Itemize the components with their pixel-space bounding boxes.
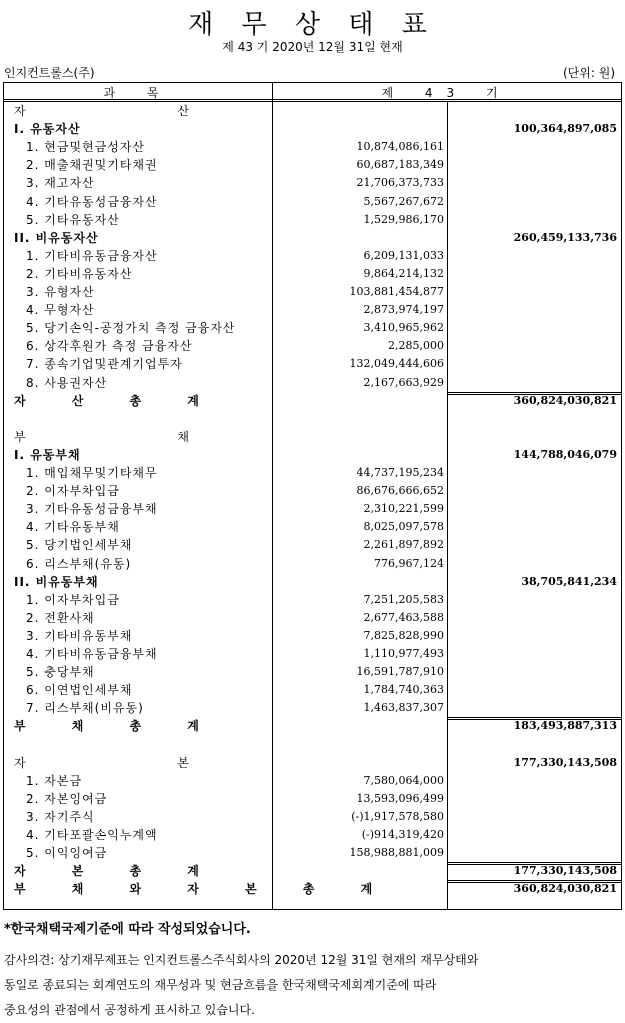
total-rule: [447, 862, 621, 863]
table-row: [4, 736, 621, 754]
table-row: [4, 138, 621, 156]
account-name: 6. 상각후원가 측정 금융자산: [26, 339, 193, 354]
account-name: 부 채: [14, 429, 203, 444]
account-name: 4. 기타유동부채: [26, 520, 120, 535]
table-row: [4, 681, 621, 699]
account-name: 5. 당기손익-공정가치 측정 금융자산: [26, 321, 236, 336]
account-name: 7. 리스부채(비유동): [26, 701, 144, 716]
total-rule: [447, 717, 621, 718]
table-row: [4, 193, 621, 211]
account-name: 5. 당기법인세부채: [26, 538, 133, 553]
account-name: 2. 이자부차입금: [26, 484, 120, 499]
period-column-header: 제 43 기: [381, 86, 512, 100]
line-amount: 21,706,373,733: [356, 176, 444, 190]
total-rule: [447, 394, 621, 395]
line-amount: 1,110,977,493: [363, 647, 444, 660]
account-name: I. 유동자산: [14, 122, 81, 137]
table-row: [4, 464, 621, 482]
account-name: 4. 기타비유동금융부채: [26, 647, 158, 661]
table-row: [4, 591, 621, 609]
table-row: [4, 229, 621, 247]
line-amount: 1,463,837,307: [363, 701, 444, 715]
table-row: [4, 555, 621, 573]
table-row: [4, 156, 621, 174]
line-amount: 1,529,986,170: [363, 212, 444, 226]
subtotal-amount: 360,824,030,821: [513, 393, 617, 407]
line-amount: 16,591,787,910: [356, 665, 444, 679]
table-row: [4, 790, 621, 808]
account-column-header: 과 목: [103, 86, 173, 100]
account-name: 5. 이익잉여금: [26, 846, 108, 861]
line-amount: 6,209,131,033: [363, 248, 444, 262]
account-name: 3. 기타비유동부채: [26, 628, 133, 643]
table-row: [4, 355, 621, 373]
company-name: 인지컨트롤스(주): [4, 66, 95, 80]
account-name: 자 산 총 계: [14, 393, 205, 408]
table-row: [4, 446, 621, 464]
header-divider: [4, 99, 621, 100]
table-row: [4, 500, 621, 518]
subtotal-amount: 100,364,897,085: [513, 122, 617, 136]
account-name: I. 유동부채: [14, 447, 81, 462]
account-name: 4. 기타포괄손익누계액: [26, 828, 158, 842]
line-amount: 2,167,663,929: [363, 375, 444, 389]
account-name: 1. 매입채무및기타채무: [26, 466, 158, 480]
line-amount: 7,825,828,990: [363, 628, 444, 642]
table-row: [4, 102, 621, 120]
table-row: [4, 283, 621, 301]
account-name: 6. 이연법인세부채: [26, 683, 133, 698]
account-name: 6. 리스부채(유동): [26, 556, 132, 571]
standards-note: *한국채택국제기준에 따라 작성되었습니다.: [4, 922, 251, 937]
total-rule: [447, 392, 621, 393]
table-row: [4, 573, 621, 591]
line-amount: 9,864,214,132: [363, 266, 444, 280]
table-row: [4, 374, 621, 392]
line-amount: 103,881,454,877: [349, 285, 444, 298]
table-row: [4, 663, 621, 681]
audit-line: 동일로 종료되는 회계연도의 재무성과 및 현금흐름을 한국채택국제회계기준에 따라: [4, 978, 437, 992]
account-name: 3. 자기주식: [26, 809, 95, 824]
table-row: [4, 482, 621, 500]
account-name: 5. 충당부채: [26, 665, 95, 680]
table-row: [4, 120, 621, 138]
table-row: [4, 627, 621, 645]
line-amount: 60,687,183,349: [356, 158, 444, 172]
line-amount: 10,874,086,161: [356, 140, 444, 154]
table-row: [4, 247, 621, 265]
table-row: [4, 428, 621, 446]
statement-date: 제 43 기 2020년 12월 31일 현재: [222, 40, 403, 54]
line-amount: 2,677,463,588: [363, 610, 444, 624]
subtotal-amount: 260,459,133,736: [513, 230, 617, 244]
account-name: 1. 현금및현금성자산: [26, 140, 146, 155]
balance-sheet-table: [3, 82, 622, 910]
subtotal-amount: 360,824,030,821: [513, 882, 617, 896]
table-row: [4, 410, 621, 428]
account-name: 3. 기타유동성금융부채: [26, 502, 158, 517]
account-name: 4. 기타유동성금융자산: [26, 194, 158, 209]
line-amount: 2,310,221,599: [363, 502, 444, 516]
table-row: [4, 645, 621, 663]
total-rule: [447, 880, 621, 881]
account-name: 부 채 와 자 본 총 계: [14, 882, 379, 897]
account-name: 3. 재고자산: [26, 176, 95, 191]
table-row: [4, 699, 621, 717]
line-amount: 158,988,881,009: [349, 846, 444, 860]
account-name: 자 본 총 계: [14, 864, 205, 879]
currency-unit: (단위: 원): [563, 66, 615, 80]
line-amount: 7,251,205,583: [363, 592, 444, 606]
account-name: 2. 매출채권및기타채권: [26, 158, 158, 173]
line-amount: 8,025,097,578: [363, 520, 444, 534]
table-row: [4, 772, 621, 790]
line-amount: 1,784,740,363: [363, 683, 444, 697]
line-amount: 776,967,124: [374, 556, 444, 570]
subtotal-amount: 183,493,887,313: [513, 719, 617, 733]
audit-line: 중요성의 관점에서 공정하게 표시하고 있습니다.: [4, 1003, 255, 1017]
line-amount: 86,676,666,652: [356, 484, 444, 498]
line-amount: 7,580,064,000: [363, 773, 444, 787]
account-name: 2. 자본잉여금: [26, 791, 108, 806]
line-amount: 2,285,000: [388, 339, 444, 353]
line-amount: (-)914,319,420: [361, 828, 444, 841]
account-name: 4. 무형자산: [26, 303, 95, 318]
account-name: 자 산: [14, 104, 203, 118]
table-row: [4, 536, 621, 554]
account-name: 5. 기타유동자산: [26, 212, 120, 227]
subtotal-amount: 177,330,143,508: [513, 755, 617, 769]
table-row: [4, 211, 621, 229]
total-rule: [447, 719, 621, 720]
account-name: II. 비유동자산: [14, 230, 99, 245]
account-name: 1. 기타비유동금융자산: [26, 248, 158, 263]
account-name: 2. 전환사채: [26, 610, 95, 625]
line-amount: 44,737,195,234: [356, 466, 444, 479]
account-name: II. 비유동부채: [14, 574, 99, 589]
account-name: 8. 사용권자산: [26, 375, 108, 390]
table-row: [4, 174, 621, 192]
account-name: 3. 유형자산: [26, 285, 95, 299]
line-amount: 2,873,974,197: [363, 303, 444, 317]
table-row: [4, 609, 621, 627]
table-row: [4, 337, 621, 355]
subtotal-amount: 144,788,046,079: [513, 447, 617, 461]
line-amount: 2,261,897,892: [363, 538, 444, 552]
table-row: [4, 808, 621, 826]
table-row: [4, 265, 621, 283]
total-rule: [447, 882, 621, 883]
table-row: [4, 826, 621, 844]
table-row: [4, 844, 621, 862]
line-amount: 13,593,096,499: [356, 791, 444, 805]
line-amount: 3,410,965,962: [363, 321, 444, 335]
audit-opinion: [4, 948, 619, 1023]
table-row: [4, 319, 621, 337]
table-row: [4, 301, 621, 319]
line-amount: 132,049,444,606: [349, 357, 444, 371]
table-row: [4, 518, 621, 536]
line-amount: (-)1,917,578,580: [351, 809, 444, 823]
audit-line: 감사의견: 상기재무제표는 인지컨트롤스주식회사의 2020년 12월 31일 현재의 재무상태와: [4, 953, 479, 967]
total-rule: [447, 864, 621, 865]
account-name: 부 채 총 계: [14, 719, 205, 734]
account-name: 2. 기타비유동자산: [26, 266, 133, 281]
account-name: 1. 자본금: [26, 773, 83, 788]
line-amount: 5,567,267,672: [363, 194, 444, 208]
account-name: 1. 이자부차입금: [26, 592, 120, 607]
subtotal-amount: 38,705,841,234: [521, 574, 617, 588]
table-row: [4, 754, 621, 772]
account-name: 자 본: [14, 755, 203, 770]
statement-title: 재 무 상 태 표: [188, 10, 437, 40]
account-name: 7. 종속기업및관계기업투자: [26, 357, 183, 372]
subtotal-amount: 177,330,143,508: [513, 864, 617, 878]
